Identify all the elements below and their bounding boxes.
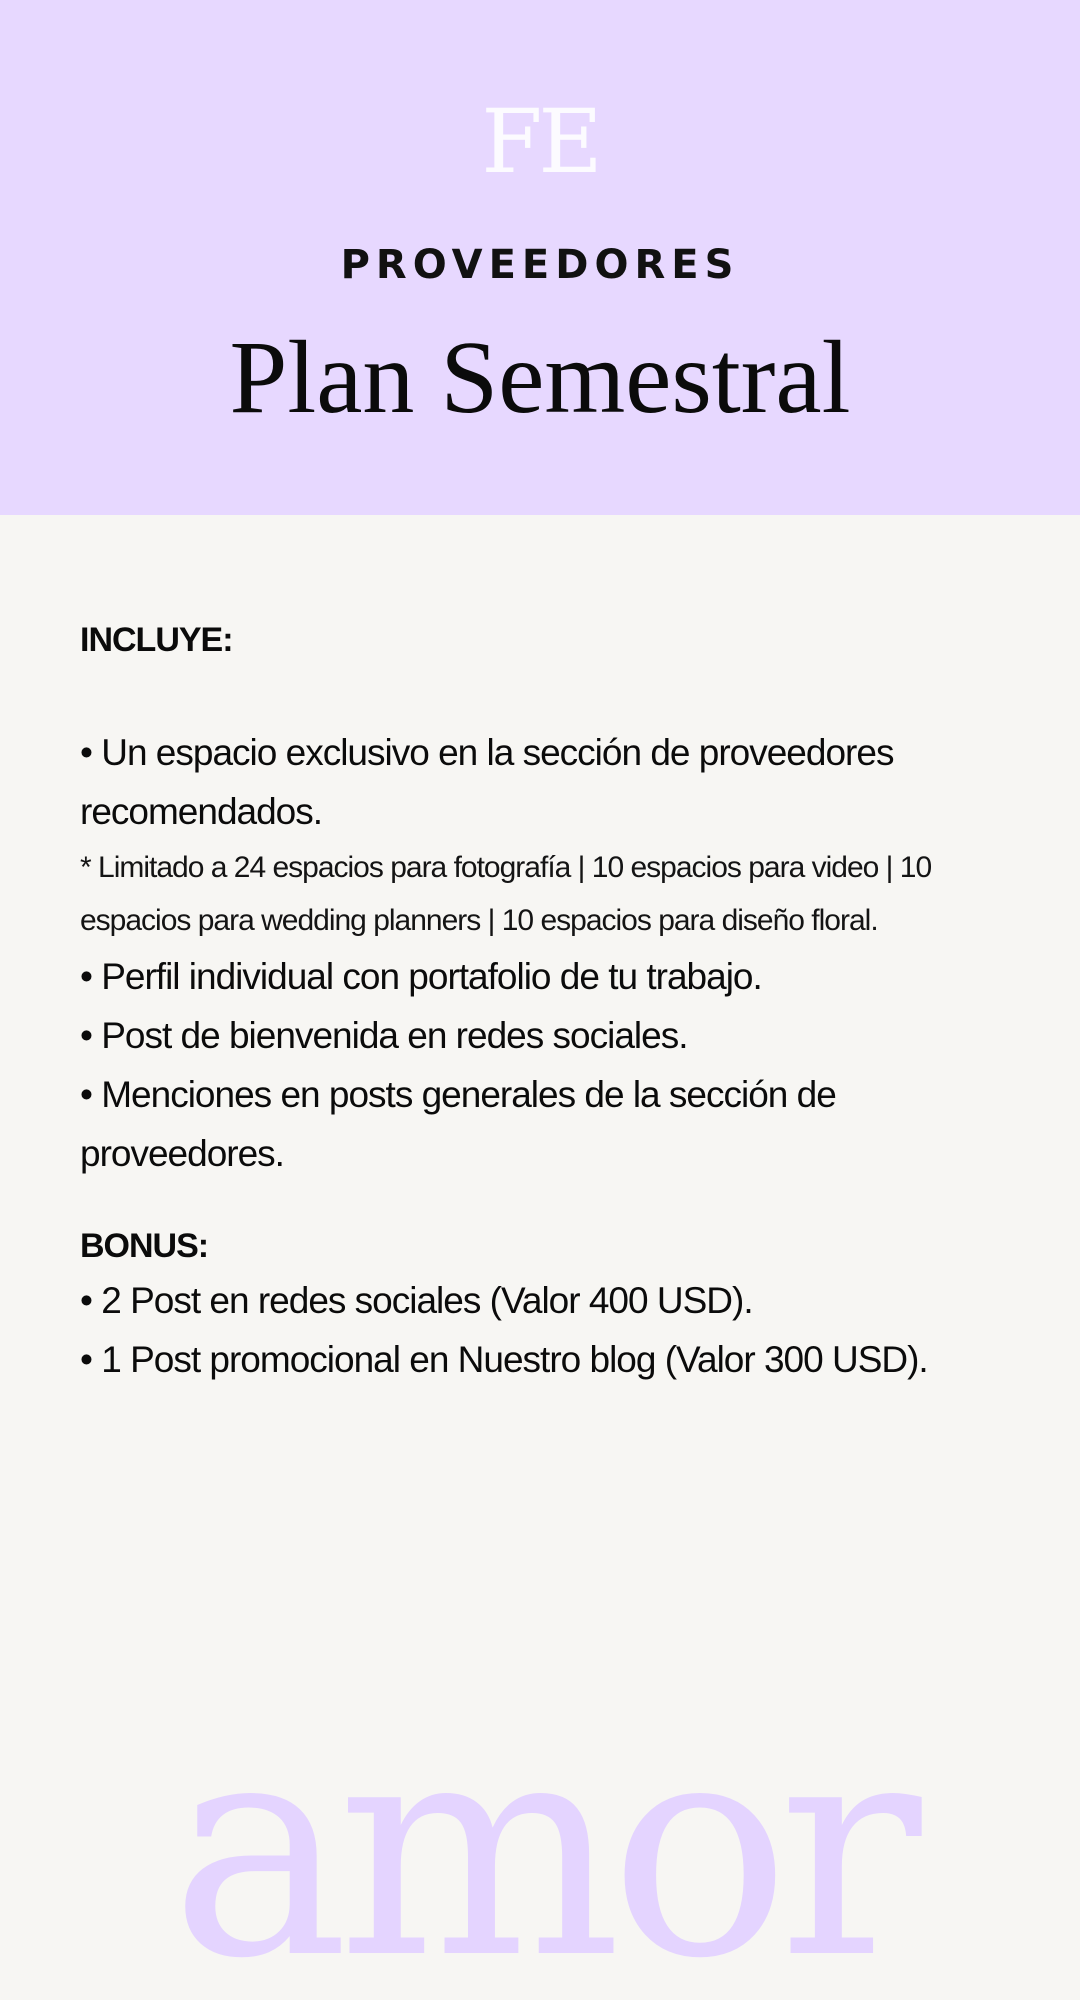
list-item: • Perfil individual con portafolio de tu trabajo. xyxy=(80,956,762,997)
decorative-word: amor xyxy=(170,1700,910,2000)
includes-heading: INCLUYE: xyxy=(80,621,233,659)
list-item: • Post de bienvenida en redes sociales. xyxy=(80,1015,688,1056)
section-eyebrow: PROVEEDORES xyxy=(340,242,740,288)
plan-details xyxy=(80,615,1010,1389)
bonus-heading: BONUS: xyxy=(80,1227,209,1265)
list-item: • Menciones en posts generales de la sección de proveedores. xyxy=(80,1074,836,1174)
spacer xyxy=(80,665,1010,723)
bonus-list xyxy=(80,1271,1010,1389)
spacer xyxy=(80,1183,1010,1221)
list-item: • 2 Post en redes sociales (Valor 400 USD). xyxy=(80,1280,753,1321)
page-title: Plan Semestral xyxy=(229,320,851,435)
list-item: • Un espacio exclusivo en la sección de proveedores recomendados. xyxy=(80,732,894,832)
limit-note: * Limitado a 24 espacios para fotografía | 10 espacios para video | 10 espacios para wedding planners | 10 espacios para diseño floral. xyxy=(80,851,932,937)
list-item: • 1 Post promocional en Nuestro blog (Valor 300 USD). xyxy=(80,1339,928,1380)
includes-list xyxy=(80,723,1010,1183)
brand-logo: FE xyxy=(481,90,599,193)
header-banner xyxy=(0,0,1080,515)
